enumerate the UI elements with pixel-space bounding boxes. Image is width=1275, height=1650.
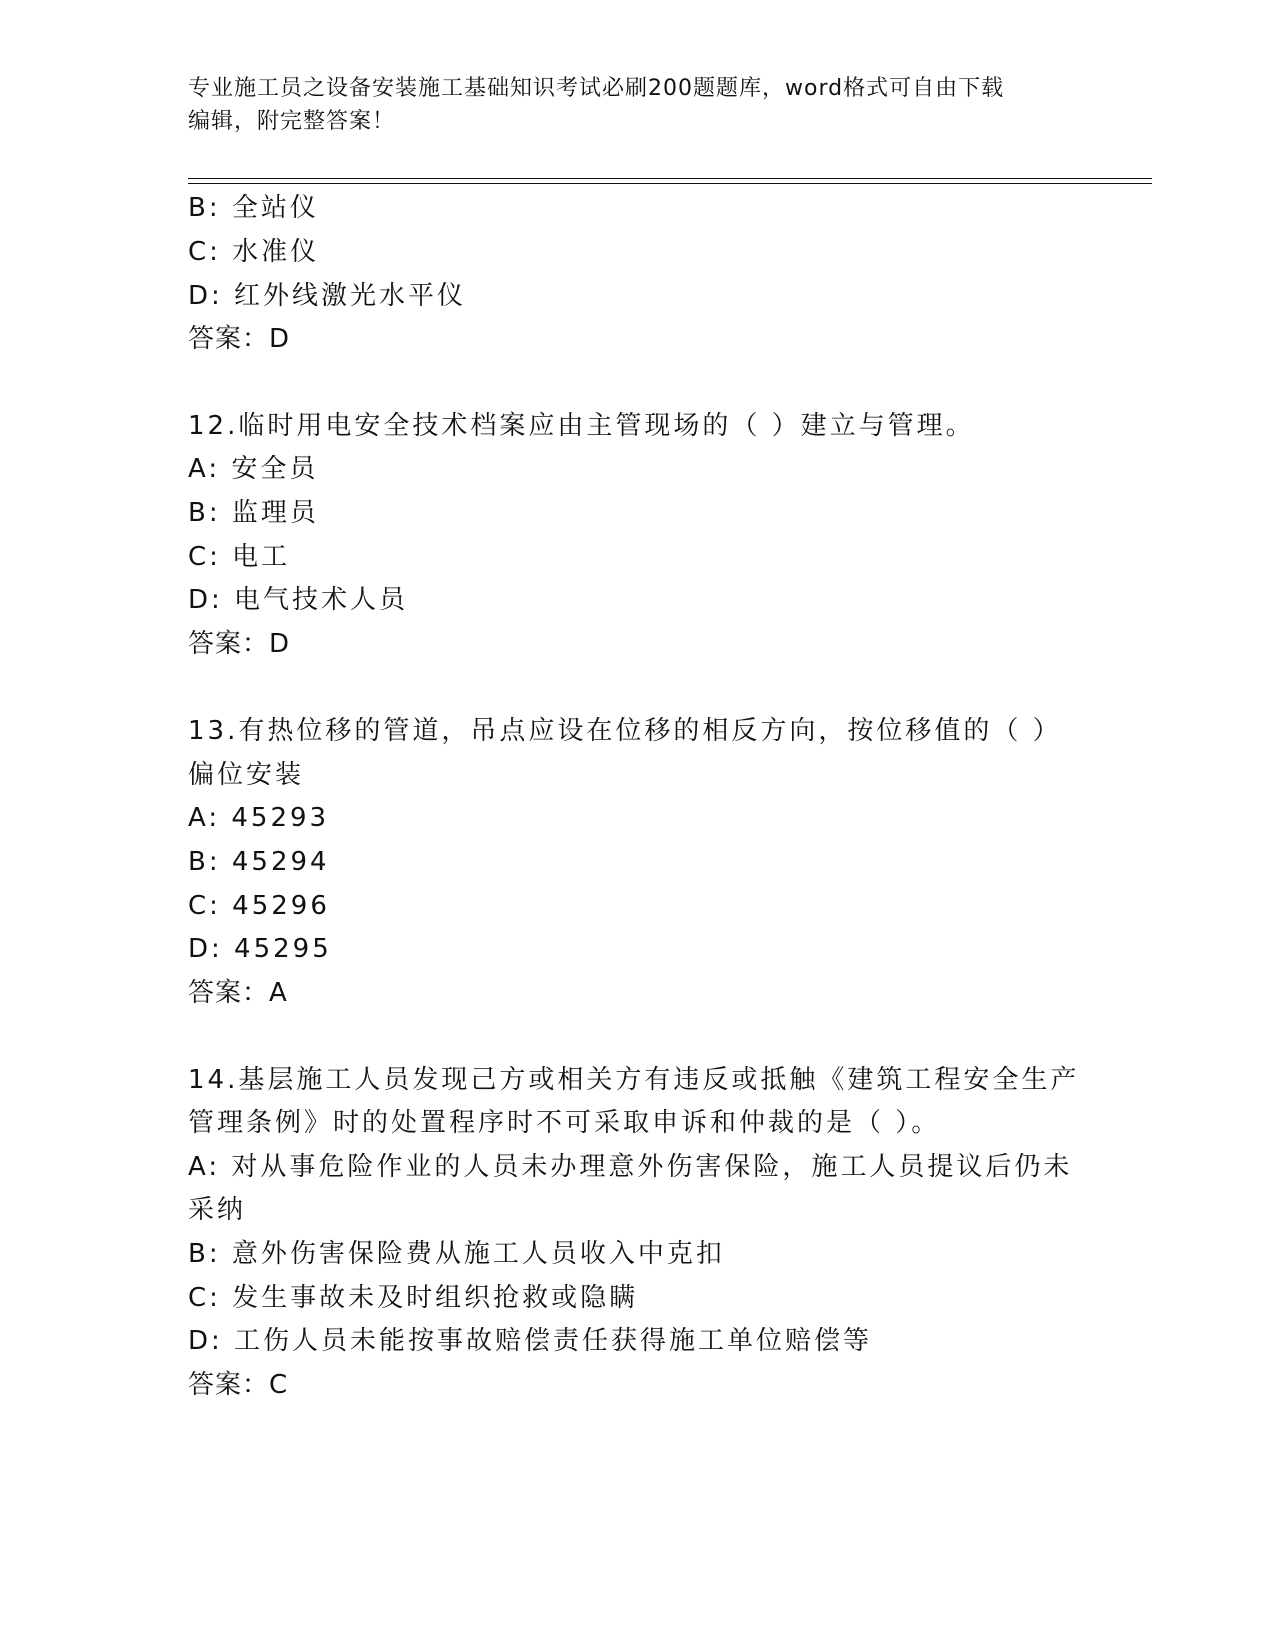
q14-option-a-line-2: 采纳 (188, 1195, 247, 1225)
q13-option-c: C: 45296 (188, 891, 330, 921)
prev-answer: 答案：D (188, 324, 291, 354)
document-header (188, 72, 1068, 138)
q12-option-a: A: 安全员 (188, 454, 319, 484)
q14-question-line-1: 14.基层施工人员发现己方或相关方有违反或抵触《建筑工程安全生产 (188, 1065, 1080, 1095)
header-divider-top (188, 178, 1152, 179)
q14-option-c: C: 发生事故未及时组织抢救或隐瞒 (188, 1283, 639, 1313)
q13-option-d: D: 45295 (188, 934, 332, 964)
q13-question-line-2: 偏位安装 (188, 760, 305, 790)
q14-option-a-line-1: A: 对从事危险作业的人员未办理意外伤害保险，施工人员提议后仍未 (188, 1152, 1073, 1182)
q12-option-b: B: 监理员 (188, 498, 319, 528)
q14-option-b: B: 意外伤害保险费从施工人员收入中克扣 (188, 1239, 725, 1269)
q13-answer: 答案：A (188, 978, 288, 1008)
q14-answer: 答案：C (188, 1370, 289, 1400)
q14-option-d: D: 工伤人员未能按事故赔偿责任获得施工单位赔偿等 (188, 1326, 873, 1356)
q12-option-d: D: 电气技术人员 (188, 585, 409, 615)
header-title-line-2: 编辑，附完整答案！ (188, 109, 396, 134)
prev-option-b: B: 全站仪 (188, 193, 319, 223)
q12-question: 12.临时用电安全技术档案应由主管现场的（ ）建立与管理。 (188, 411, 975, 441)
q13-option-a: A: 45293 (188, 803, 330, 833)
q13-option-b: B: 45294 (188, 847, 330, 877)
q14-question-line-2: 管理条例》时的处置程序时不可采取申诉和仲裁的是（ ）。 (188, 1108, 941, 1138)
prev-option-d: D: 红外线激光水平仪 (188, 281, 467, 311)
header-divider-bottom (188, 183, 1152, 184)
q12-answer: 答案：D (188, 629, 291, 659)
header-title-line-1: 专业施工员之设备安装施工基础知识考试必刷200题题库，word格式可自由下载 (188, 76, 1005, 101)
q12-option-c: C: 电工 (188, 542, 291, 572)
q13-question-line-1: 13.有热位移的管道，吊点应设在位移的相反方向，按位移值的（ ） (188, 716, 1062, 746)
prev-option-c: C: 水准仪 (188, 237, 320, 267)
